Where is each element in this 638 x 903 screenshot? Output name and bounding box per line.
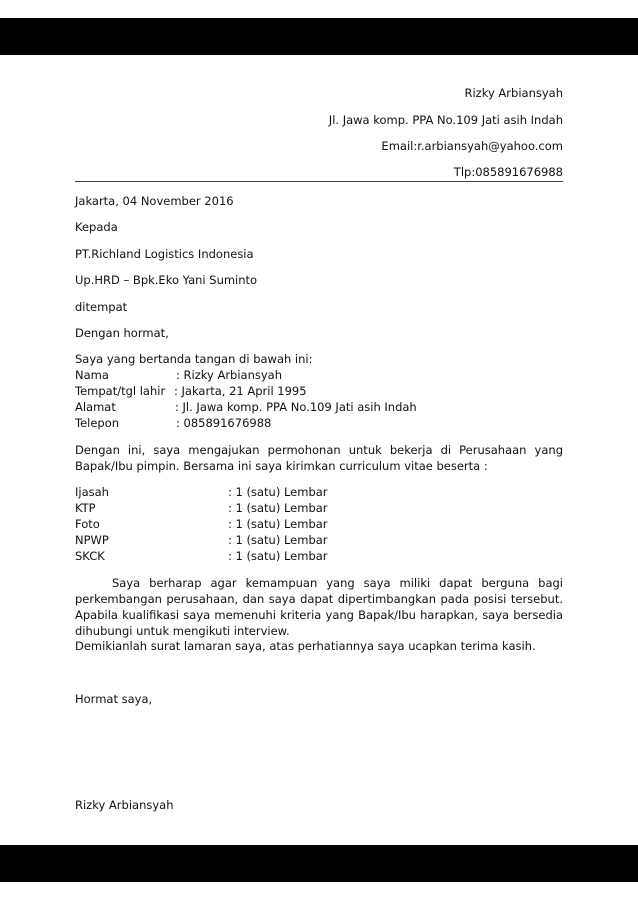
closing-paragraph: Demikianlah surat lamaran saya, atas perhatiannya saya ucapkan terima kasih. [75, 639, 536, 653]
attachment-value-ijasah: : 1 (satu) Lembar [228, 485, 328, 499]
date-line: Jakarta, 04 November 2016 [75, 194, 234, 208]
sign-off: Hormat saya, [75, 692, 153, 706]
greeting: Dengan hormat, [75, 326, 169, 340]
attachment-label-ijasah: Ijasah [75, 485, 109, 499]
identity-label-phone: Telepon [75, 416, 120, 430]
attachment-label-foto: Foto [75, 517, 100, 531]
identity-value-phone: : 085891676988 [176, 416, 272, 430]
identity-value-address: : Jl. Jawa komp. PPA No.109 Jati asih Indah [175, 400, 417, 414]
attachment-value-skck: : 1 (satu) Lembar [228, 549, 328, 563]
recipient-attention: Up.HRD – Bpk.Eko Yani Suminto [75, 273, 258, 287]
sender-email: Email:r.arbiansyah@yahoo.com [381, 139, 563, 153]
attachment-label-skck: SKCK [75, 549, 105, 563]
recipient-to: Kepada [75, 220, 118, 234]
bottom-black-band [0, 845, 638, 882]
hope-paragraph: Saya berharap agar kemampuan yang saya miliki dapat berguna bagi perkembangan perusahaan, dan saya dapat dipertimbangkan pada posisi tersebut. Apabila kualifikasi saya memenuhi kriteria yang Bapak/Ibu harapkan, saya bersedia dihubungi untuk mengikuti interview. [75, 576, 563, 638]
attachment-value-npwp: : 1 (satu) Lembar [228, 533, 328, 547]
sender-address: Jl. Jawa komp. PPA No.109 Jati asih Indah [328, 113, 563, 127]
attachment-value-foto: : 1 (satu) Lembar [228, 517, 328, 531]
sender-name: Rizky Arbiansyah [464, 86, 563, 100]
identity-label-name: Nama [75, 368, 109, 382]
header-divider [75, 181, 563, 182]
attachment-label-ktp: KTP [75, 501, 96, 515]
sender-phone: Tlp:085891676988 [453, 165, 563, 179]
identity-value-name: : Rizky Arbiansyah [176, 368, 283, 382]
attachment-label-npwp: NPWP [75, 533, 109, 547]
identity-label-address: Alamat [75, 400, 116, 414]
identity-value-birth: : Jakarta, 21 April 1995 [174, 384, 307, 398]
recipient-place: ditempat [75, 300, 128, 314]
application-paragraph: Dengan ini, saya mengajukan permohonan untuk bekerja di Perusahaan yang Bapak/Ibu pimpin. Bersama ini saya kirimkan curriculum vitae beserta : [75, 443, 563, 473]
intro-line: Saya yang bertanda tangan di bawah ini: [75, 352, 313, 366]
identity-label-birth: Tempat/tgl lahir [75, 384, 166, 398]
signature-name: Rizky Arbiansyah [75, 798, 174, 812]
recipient-company: PT.Richland Logistics Indonesia [75, 247, 254, 261]
attachment-value-ktp: : 1 (satu) Lembar [228, 501, 328, 515]
